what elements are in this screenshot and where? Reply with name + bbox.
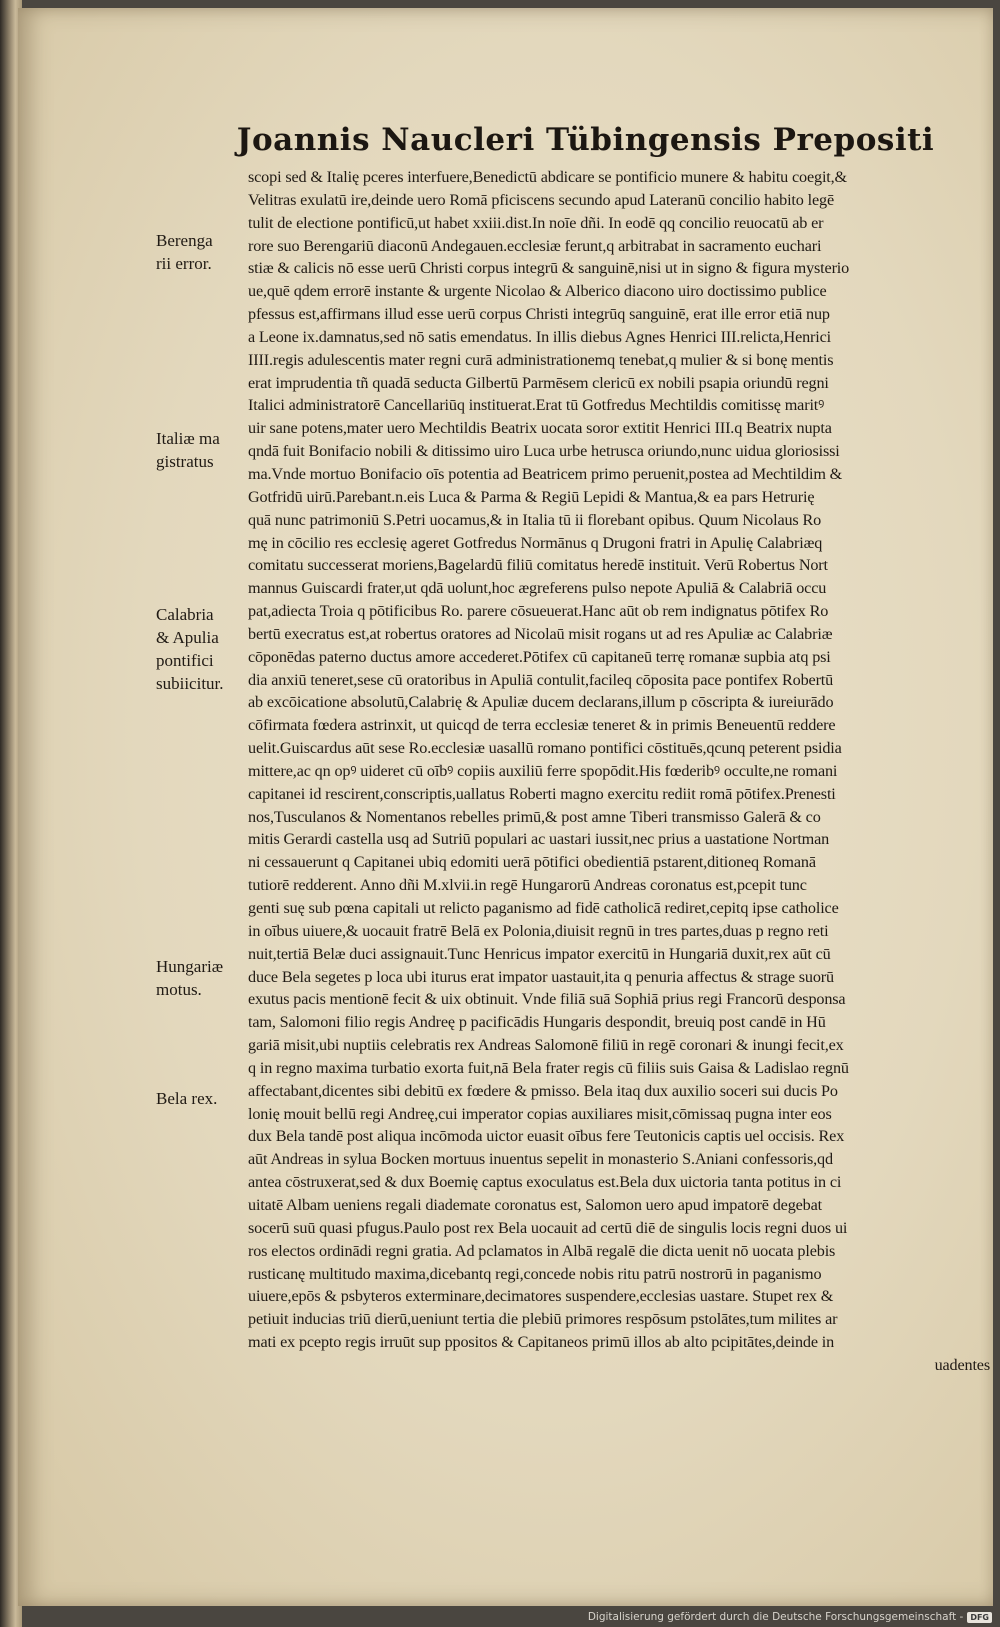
text-line: uitatē Albam ueniens regali diademate coronatus est, Salomon uero apud impatorē degebat: [248, 1195, 823, 1214]
text-line: tam, Salomoni filio regis Andreę p pacificādis Hungaris despondit, breuiq post candē in Hū: [248, 1013, 826, 1032]
text-line: capitanei id rescirent,conscriptis,uallatus Roberti magno exercitu rediit romā pōtifex.Prenesti: [248, 784, 836, 803]
text-line: scopi sed & Italię pceres interfuere,Benedictū abdicare se pontificio munere & habitu coegit,&: [248, 168, 847, 186]
marginal-note-hungariae: [156, 956, 256, 1002]
text-line: IIII.regis adulescentis mater regni curā administrationemq tenebat,q mulier & si bonę mentis: [248, 350, 834, 369]
text-line: mannus Guiscardi frater,ut qdā uolunt,hoc ægreferens pulso nepote Apuliā & Calabriā occu: [248, 579, 827, 598]
text-line: uadentes: [934, 1355, 990, 1374]
marginal-line: pontifici: [156, 650, 214, 670]
running-header: Joannis Naucleri Tübingensis Prepositi: [236, 122, 935, 158]
text-line: bertū execratus est,at robertus oratores ad Nicolaū misit rogans ut ad res Apuliæ ac Calabriæ: [248, 624, 833, 643]
text-line: nuit,tertiā Belæ duci assignauit.Tunc Henricus impator exercitū in Hungariā duxit,rex aūt cū: [248, 944, 831, 963]
text-line: dia anxiū teneret,sese cū oratoribus in Apuliā contulit,facileq cōposita pace pontifex Robertū: [248, 670, 834, 689]
text-line: erat imprudentia tñ quadā seducta Gilbertū Parmēsem clericū ex nobili psapia oriundū regni: [248, 373, 829, 392]
text-line: antea cōstruxerat,sed & dux Boemię captus exoculatus est.Bela dux uictoria tanta potitus in ci: [248, 1173, 842, 1192]
text-line: mittere,ac qn opꝰ uideret cū oībꝰ copiis auxiliū ferre spopōdit.His fœderibꝰ occulte,ne romani: [248, 761, 838, 780]
digitization-footer: [588, 1611, 992, 1623]
text-line: in oībus uiuere,& uocauit fratrē Belā ex Polonia,diuisit regnū in tres partes,duas p regno reti: [248, 921, 829, 940]
text-line: Italici administratorē Cancellariūq instituerat.Erat tū Gotfredus Mechtildis comitissę maritꝰ: [248, 396, 825, 415]
marginal-line: subiicitur.: [156, 673, 224, 693]
marginal-note-berengarii: [156, 230, 256, 276]
book-page: [18, 8, 993, 1606]
text-line: rusticanę multitudo maxima,dicebantq regi,concede nobis ritu patrū nostrorū in paganismo: [248, 1264, 822, 1283]
text-line: exutus pacis mentionē fecit & uix obtinuit. Vnde filiā suā Sophiā prius regi Francorū desponsa: [248, 990, 846, 1009]
text-line: Velitras exulatū ire,deinde uero Romā pficiscens secundo apud Lateranū concilio habito legē: [248, 190, 834, 209]
marginal-line: motus.: [156, 979, 202, 999]
marginal-line: Italiæ ma: [156, 429, 220, 448]
text-line: uiuere,epōs & psbyteros exterminare,decimatores suspendere,ecclesias uastare. Stupet rex &: [248, 1287, 834, 1306]
marginal-line: Calabria: [156, 605, 214, 624]
body-text: [248, 166, 990, 1377]
marginal-line: & Apulia: [156, 627, 219, 647]
text-line: dux Bela tandē post aliqua incōmoda uictor euasit oībus fere Teutonicis captis uel occisis. Rex: [248, 1127, 845, 1146]
text-line: lonię mouit bellū regi Andreę,cui imperator copias auxiliares misit,cōmissaq pugna inter eos: [248, 1104, 832, 1123]
text-line: genti suę sub pœna capitali ut relicto paganismo ad fidē catholicā rediret,cepitq ipse catholice: [248, 899, 839, 917]
text-line: cōponēdas paterno ductus amore accederet.Pōtifex cū capitaneū terrę romanæ supbia atq psi: [248, 647, 831, 666]
text-line: uelit.Guiscardus aūt sese Ro.ecclesiæ uasallū romano pontifici cōstituēs,qcunq peterent psidia: [248, 739, 842, 758]
footer-text: Digitalisierung gefördert durch die Deutsche Forschungsgemeinschaft -: [587, 1611, 964, 1623]
text-line: comitatu successerat moriens,Bagelardū filiū comitatus heredē instituit. Verū Robertus Nort: [248, 556, 828, 575]
marginal-note-italiae: [156, 428, 256, 474]
marginal-line: Bela rex.: [156, 1089, 218, 1108]
marginal-line: gistratus: [156, 451, 214, 471]
text-line: socerū suū quasi pfugus.Paulo post rex Bela uocauit ad certū diē de singulis locis regni duos ui: [248, 1218, 848, 1237]
text-line: aūt Andreas in sylua Bocken mortuus inuentus sepelit in monasterio S.Aniani confessoris,qd: [248, 1150, 833, 1169]
text-line: ni cessauerunt q Capitanei ubiq edomiti uerā pōtifici obedientiā pstarent,ditioneq Romanā: [248, 853, 816, 872]
text-line: quā nunc patrimoniū S.Petri uocamus,& in Italia tū ii florebant opibus. Quum Nicolaus Ro: [248, 510, 822, 529]
text-line: gariā misit,ubi nuptiis celebratis rex Andreas Salomonē filiū in regē coronari & inungi fecit,ex: [248, 1036, 844, 1055]
text-line: ue,quē qdem errorē instante & urgente Nicolao & Alberico diacono uiro doctissimo publice: [248, 282, 827, 301]
text-line: uir sane potens,mater uero Mechtildis Beatrix uocata soror extitit Henrici III.q Beatrix nupta: [248, 419, 832, 438]
text-line: mę in cōcilio res ecclesię ageret Gotfredus Normānus q Drugoni fratri in Apulię Calabriæq: [248, 533, 823, 552]
text-line: petiuit inducias triū dierū,ueniunt tertia die plebiū primores respōsum pstolātes,tum milites ar: [248, 1310, 838, 1329]
text-line: mati ex pcepto regis irruūt sup ppositos & Capitaneos primū illos ab alto pcipitātes,deinde in: [248, 1333, 835, 1352]
text-line: pfessus est,affirmans illud esse uerū corpus Christi integrūq sanguinē, erat ille error etiā nup: [248, 305, 830, 324]
text-line: affectabant,dicentes sibi debitū ex fœdere & pmisso. Bela itaq dux auxilio soceri sui ducis Po: [248, 1081, 838, 1100]
text-line: duce Bela segetes p loca ubi iturus erat impator uastauit,ita q penuria affectus & strage suorū: [248, 967, 834, 986]
marginal-line: Hungariæ: [156, 957, 224, 976]
text-line: a Leone ix.damnatus,sed nō satis emendatus. In illis diebus Agnes Henrici III.relicta,Henrici: [248, 327, 832, 346]
marginal-line: rii error.: [156, 253, 212, 273]
text-line: mitis Gerardi castella usq ad Sutriū populari ac uastari iussit,nec prius a uastatione Nortman: [248, 830, 830, 849]
text-line: nos,Tusculanos & Nomentanos rebelles primū,& post amne Tiberi transmisso Galerā & co: [248, 807, 821, 826]
text-line: q in regno maxima turbatio exorta fuit,nā Bela frater regis cū filiis suis Gaisa & Ladislao regnū: [248, 1058, 849, 1077]
text-line: pat,adiecta Troia q pōtificibus Ro. parere cōsueuerat.Hanc aūt ob rem indignatus pōtifex Ro: [248, 602, 829, 621]
text-line: Gotfridū uirū.Parebant.n.eis Luca & Parma & Regiū Lepidi & Mantua,& ea pars Hetrurię: [248, 487, 815, 506]
text-line: qndā fuit Bonifacio nobili & ditissimo uiro Luca urbe hetrusca oriundo,nunc uidua gloriosissi: [248, 442, 840, 461]
marginal-note-bela: [156, 1088, 256, 1111]
text-line: tutiorē redderent. Anno dñi M.xlvii.in regē Hungarorū Andreas coronatus est,pcepit tunc: [248, 876, 807, 895]
text-line: ma.Vnde mortuo Bonifacio oīs potentia ad Beatricem primo peruenit,postea ad Mechtildim &: [248, 464, 843, 483]
dfg-logo: DFG: [967, 1612, 992, 1623]
text-line: rore suo Berengariū diaconū Andegauen.ecclesiæ ferunt,q arbitrabat in sacramento euchari: [248, 236, 822, 255]
text-line: ab excōicatione absolutū,Calabrię & Apuliæ ducem declarans,illum p cōscripta & iureiurādo: [248, 693, 834, 712]
text-line: ros electos ordinādi regni gratia. Ad pclamatos in Albā regalē die dicta uenit nō uocata plebis: [248, 1241, 836, 1260]
text-line: stiæ & calicis nō esse uerū Christi corpus integrū & sanguinē,nisi ut in signo & figura mysterio: [248, 259, 850, 278]
text-line: cōfirmata fœdera astrinxit, ut quicqd de terra ecclesiæ teneret & in primis Beneuentū reddere: [248, 716, 836, 735]
text-line: tulit de electione pontificū,ut habet xxiii.dist.In noīe dñi. In eodē qq concilio reuocatū ab er: [248, 213, 824, 232]
marginal-line: Berenga: [156, 231, 213, 250]
marginal-note-calabria: [156, 604, 256, 695]
